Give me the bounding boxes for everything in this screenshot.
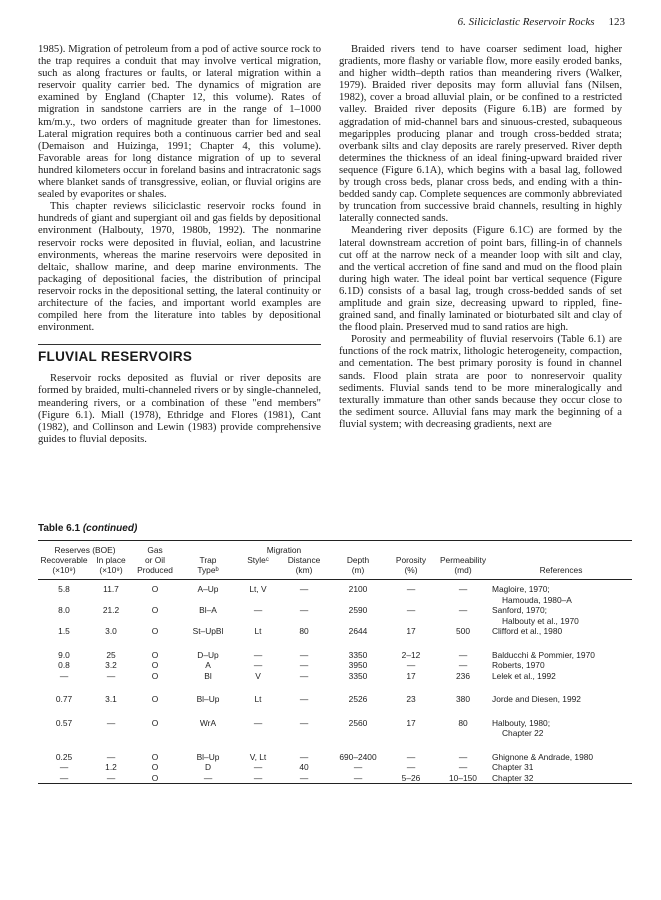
table-cell: 23: [406, 694, 416, 704]
table-cell: —: [299, 584, 309, 594]
left-column: [38, 44, 321, 446]
table-cell: 40: [299, 762, 309, 772]
table-cell: —: [458, 605, 468, 615]
table-cell: O: [151, 694, 159, 704]
table-cell: Bl: [204, 670, 212, 681]
table-cell: —: [106, 751, 116, 762]
reference-line: Halbouty et al., 1970: [502, 615, 579, 626]
table-cell: Lt: [254, 694, 262, 704]
table-row: [38, 626, 632, 637]
table-cell: 0.25: [55, 751, 73, 762]
table-row: [38, 605, 632, 626]
references-cell: [490, 705, 632, 739]
references-cell: [490, 773, 632, 784]
table-cell: V, Lt: [249, 751, 267, 762]
col-style: Styleᶜ: [247, 555, 269, 565]
table-cell: —: [178, 773, 238, 784]
table-cell: —: [253, 660, 263, 670]
section-divider: [38, 344, 321, 345]
col-depth: Depth: [346, 555, 370, 565]
paragraph: Porosity and permeability of fluvial reservoirs (Table 6.1) are functions of the rock matrix, lithologic heterogeneity, compaction, and cementation. The best primary porosity is found in channel sands. Flood plain strata are poor to nonreservoir quality sediments. Fluvial sands tend to be more mineralogically and texturally immature than other sands because they occur close to the sediment source. Alluvial fans may mark the beginning of a fluvial system; with decreasing gradients, next are: [339, 334, 622, 430]
reference-line: Clifford et al., 1980: [492, 626, 563, 636]
table-cell: 380: [456, 694, 470, 704]
reference-line: Roberts, 1970: [492, 660, 545, 670]
table-cell: —: [330, 773, 386, 784]
col-references: References: [490, 565, 632, 580]
paragraph: 1985). Migration of petroleum from a pod of active source rock to the trap requires a conduit that may involve vertical migration, such as along fractures or faults, or lateral migration within a reservoir quality carrier bed. The dynamics of migration are examined by England (Chapter 12, this volume). Rates of migration in sandstone carriers are in the range of 1–1000 km/m.y., two orders of magnitude greater than for limestones. Lateral migration requires both a continuous carrier bed and seal (Demaison and Huizinga, 1991; Chapter 4, this volume). Favorable areas for long distance migration of up to several hundred kilometers occur in foreland basins and intracratonic sags where blanket sands of transgressive, eolian, or fluvial origins are sealed by evaporites or shales.: [38, 44, 321, 201]
table-cell: Bl–A: [199, 605, 217, 615]
gas-header: Gas: [132, 541, 178, 556]
right-column: [339, 44, 622, 431]
table-cell: —: [59, 670, 69, 681]
table-cell: O: [151, 649, 159, 660]
table-title: [38, 523, 137, 534]
table-cell: 2100: [348, 584, 368, 594]
col-permeability: Permeability: [439, 555, 487, 565]
table-cell: WrA: [199, 717, 217, 728]
col-distance: Distance: [287, 555, 321, 565]
table-row: [38, 773, 632, 784]
table-row: [38, 739, 632, 763]
table-cell: —: [299, 649, 309, 660]
reference-line: Balducchi & Pommier, 1970: [492, 649, 595, 660]
table-cell: —: [406, 762, 416, 772]
table-cell: —: [278, 773, 330, 784]
table-cell: 236: [456, 670, 470, 681]
table-row: [38, 681, 632, 705]
table-cell: 3950: [348, 660, 368, 670]
col-porosity: Porosity: [395, 555, 427, 565]
table-label: Table 6.1: [38, 523, 81, 534]
table-cell: —: [238, 773, 278, 784]
reference-line: Hamouda, 1980–A: [502, 594, 572, 605]
reference-line: Halbouty, 1980;: [492, 717, 551, 728]
reference-line: Magloire, 1970;: [492, 584, 550, 594]
col-recoverable: Recoverable: [40, 555, 88, 565]
table-cell: Lt: [254, 626, 262, 636]
table-cell: —: [299, 751, 309, 762]
paragraph: Reservoir rocks deposited as fluvial or river deposits are formed by braided, multi-channeled rivers or by single-channeled, meandering rivers, or a combination of these "end members" (Figure 6.1). Miall (1978), Ethridge and Flores (1981), Cant (1982), and Collinson and Lewin (1983) provide comprehensive guides to fluvial deposits.: [38, 373, 321, 445]
table-cell: V: [255, 670, 261, 681]
references-cell: [490, 762, 632, 773]
table-cell: Bl–Up: [196, 694, 220, 704]
table-cell: 2644: [348, 626, 368, 636]
table-cell: —: [458, 584, 468, 594]
table-cell: —: [406, 660, 416, 670]
table-cell: 25: [106, 649, 116, 660]
table-cell: 0.77: [55, 694, 73, 704]
table-cell: 5.8: [58, 584, 70, 594]
table-cell: 17: [406, 717, 416, 728]
table-cell: O: [151, 605, 159, 615]
header-right: [458, 16, 625, 28]
table-cell: —: [406, 584, 416, 594]
table-cell: 3350: [348, 649, 368, 660]
table-row: [38, 762, 632, 773]
table-cell: —: [253, 762, 263, 772]
table-cell: 10–150: [436, 773, 490, 784]
table-row: [38, 660, 632, 671]
table-cell: 1.5: [58, 626, 70, 636]
table-cell: —: [299, 660, 309, 670]
table-cell: —: [458, 751, 468, 762]
table-cell: Bl–Up: [196, 751, 220, 762]
table-cell: 0.57: [55, 717, 73, 728]
table-group-header: [38, 541, 632, 556]
table-cell: O: [151, 584, 159, 594]
table-cell: A: [205, 660, 211, 670]
table-cell: —: [299, 605, 309, 615]
running-title: 6. Siliciclastic Reservoir Rocks: [457, 16, 595, 28]
references-cell: [490, 681, 632, 705]
table-cell: —: [406, 605, 416, 615]
reference-line: Ghignone & Andrade, 1980: [492, 751, 594, 762]
reserves-header: Reserves (BOE): [38, 541, 132, 556]
references-cell: [490, 605, 632, 626]
table-cell: O: [151, 717, 159, 728]
table-cell: 0.8: [58, 660, 70, 670]
data-table: [38, 540, 632, 784]
reference-line: Chapter 22: [502, 728, 544, 738]
table-cell: —: [458, 762, 468, 772]
table-cell: —: [299, 670, 309, 681]
table-row: [38, 637, 632, 661]
table-cell: 2560: [348, 717, 368, 728]
references-cell: [490, 580, 632, 606]
reference-line: Jorde and Diesen, 1992: [492, 694, 581, 704]
paragraph: Meandering river deposits (Figure 6.1C) are formed by the lateral downstream accretion of point bars, filling-in of channels cut off at the narrow neck of a meander loop with silt and clay, and the vertical accretion of fine sand and mud on the flood plain during high water. The ideal point bar vertical sequence (Figure 6.1D) consists of a basal lag, trough cross-bedded sands of set amplitude and grain size, decreasing upward to rippled, fine-grained sand, and finally laminated or bioturbated silt and clay of the flood plain. Preserved mud to sand ratios are high.: [339, 225, 622, 334]
table-cell: O: [151, 660, 159, 670]
table-cell: —: [106, 670, 116, 681]
reference-line: Chapter 32: [492, 772, 534, 783]
reference-line: Sanford, 1970;: [492, 605, 547, 615]
table-cell: —: [90, 773, 132, 784]
running-header: [36, 16, 625, 32]
table-cell: 2526: [348, 694, 368, 704]
table-cell: O: [151, 751, 159, 762]
table-cell: O: [132, 773, 178, 784]
table-row: [38, 705, 632, 739]
table-cell: D–Up: [197, 649, 219, 660]
references-cell: [490, 637, 632, 661]
table-cell: —: [458, 649, 468, 660]
table-cell: 8.0: [58, 605, 70, 615]
table-cell: —: [38, 773, 90, 784]
table-cell: O: [151, 670, 159, 681]
section-title: FLUVIAL RESERVOIRS: [38, 349, 193, 365]
references-cell: [490, 671, 632, 682]
table-cell: 2590: [348, 605, 368, 615]
table-cell: 3.2: [105, 660, 117, 670]
col-in-place: In place: [96, 555, 126, 565]
table-cell: —: [253, 649, 263, 660]
table-cell: 17: [406, 626, 416, 636]
table-cell: 21.2: [102, 605, 120, 615]
table-row: [38, 580, 632, 606]
table-cell: 11.7: [103, 584, 119, 594]
table-cell: —: [253, 717, 263, 728]
table-cell: 17: [406, 670, 416, 681]
table-cell: —: [253, 605, 263, 615]
page-number: 123: [608, 16, 625, 28]
table-continued: (continued): [82, 523, 138, 534]
table-header-row: [38, 555, 632, 565]
table-cell: —: [106, 717, 116, 728]
reference-line: Chapter 31: [492, 762, 534, 772]
table-cell: —: [299, 694, 309, 704]
references-cell: [490, 660, 632, 671]
table-cell: 80: [458, 717, 468, 728]
table-cell: 5–26: [386, 773, 436, 784]
table-cell: 9.0: [58, 649, 70, 660]
table-cell: 3.0: [105, 626, 117, 636]
col-trap: Trap: [199, 555, 217, 565]
table-cell: 690–2400: [339, 751, 377, 762]
table-cell: 1.2: [105, 762, 117, 772]
migration-header: Migration: [238, 541, 330, 556]
references-cell: [490, 626, 632, 637]
references-cell: [490, 739, 632, 763]
paragraph: This chapter reviews siliciclastic reservoir rocks found in hundreds of giant and supergiant oil and gas fields by depositional environment (Halbouty, 1970, 1980b, 1992). The nonmarine reservoir rocks were deposited in fluvial, eolian, and lacustrine environments, whereas the marine reservoirs were deposited in deltaic, shallow marine, and deep marine environments. The packaging of depositional facies, the distribution of principal reservoir rocks in the depositional setting, the lateral continuity or architecture of the facies, and important world examples are compiled here from the literature into tables by depositional environment.: [38, 201, 321, 334]
table-unit-row: (×10⁹) (×10⁹) Produced Typeᵇ (km) (m) (%) (md) References: [38, 565, 632, 580]
table-cell: —: [353, 762, 363, 772]
table-cell: A–Up: [197, 584, 219, 594]
table-cell: 3.1: [105, 694, 117, 704]
table-cell: 2–12: [401, 649, 421, 660]
table-cell: St–UpBl: [192, 626, 224, 636]
col-gas-oil: or Oil: [144, 555, 165, 565]
reference-line: Lelek et al., 1992: [492, 670, 556, 681]
table-cell: 3350: [348, 670, 368, 681]
table-cell: O: [151, 626, 159, 636]
table-cell: 500: [456, 626, 470, 636]
table-cell: —: [406, 751, 416, 762]
paragraph: Braided rivers tend to have coarser sediment load, higher gradients, more flashy or variable flow, more easily eroded banks, and higher width–depth ratios than meandering rivers (Walker, 1979). Braided river deposits may form alluvial fans (Nilsen, 1982), cover a broad alluvial plain, or be confined to a restricted valley. Braided river deposits (Figure 6.1B) are formed by aggradation of mid-channel bars and sinuous-crested, subaqueous megaripples producing planar and trough cross-bedded strata; overbank silts and clay deposits are rarely preserved. River depth determines the thickness of an ideal fining-upward braided river sequence (Figure 6.1A), which begins with a basal lag, followed by trough cross beds, planar cross beds, and ending with a thin-bedded sandy cap. Complete sequences are commonly abbreviated by truncation from successive braid channels, resulting in highly laterally connected sands.: [339, 44, 622, 225]
table-cell: D: [204, 762, 212, 772]
table-cell: —: [299, 717, 309, 728]
table-cell: —: [59, 762, 69, 772]
table-cell: 80: [299, 626, 309, 636]
table-row: [38, 671, 632, 682]
table-cell: Lt, V: [249, 584, 267, 594]
table-cell: —: [458, 660, 468, 670]
table-cell: O: [151, 762, 159, 772]
